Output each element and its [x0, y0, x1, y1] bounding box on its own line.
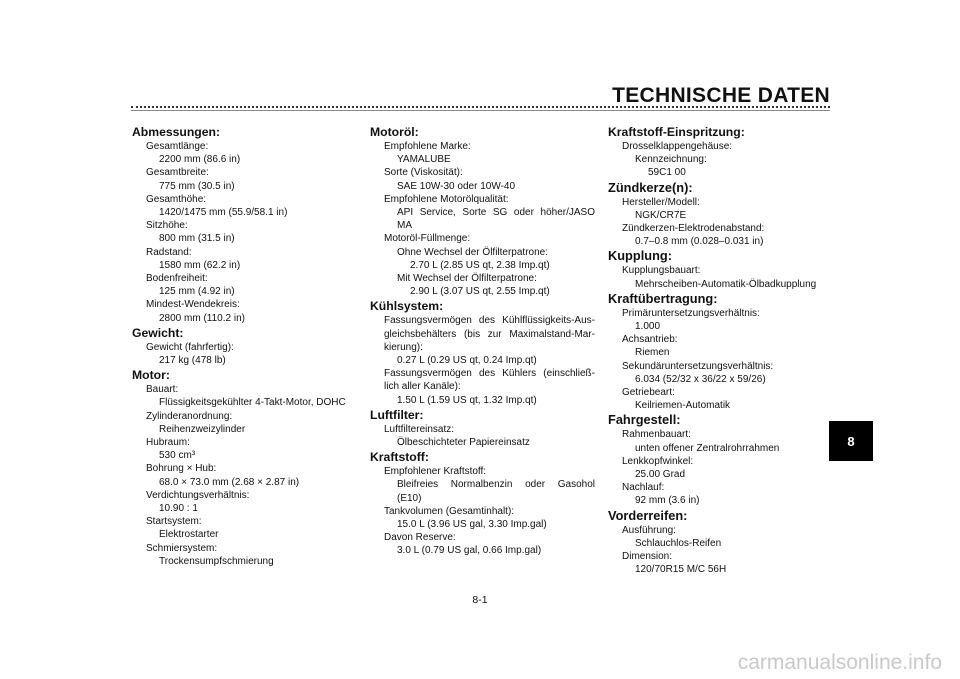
spec-line: 59C1 00 [648, 167, 686, 179]
spec-line: API Service, Sorte SG oder höher/JASO [397, 207, 595, 219]
spec-line: 68.0 × 73.0 mm (2.68 × 2.87 in) [159, 476, 300, 488]
spec-line: 1420/1475 mm (55.9/58.1 in) [159, 207, 288, 219]
spec-line: Achsantrieb: [622, 334, 678, 346]
spec-line: NGK/CR7E [635, 209, 687, 221]
spec-line: Bauart: [146, 384, 179, 396]
section-heading: Kraftübertragung: [608, 290, 718, 306]
spec-line: Bleifreies Normalbenzin oder Gasohol [397, 479, 595, 491]
section-heading: Kraftstoff: [370, 450, 429, 465]
spec-line: Flüssigkeitsgekühlter 4-Takt-Motor, DOHC [159, 397, 346, 409]
spec-line: kierung): [384, 341, 423, 353]
spec-line: 25.00 Grad [635, 469, 686, 481]
section-heading: Kraftstoff-Einspritzung: [608, 125, 745, 139]
chapter-tab-label: 8 [847, 433, 855, 449]
spec-line: 125 mm (4.92 in) [159, 286, 235, 298]
title-rule [131, 110, 830, 111]
spec-line: Gesamthöhe: [146, 193, 207, 205]
spec-line: Schmiersystem: [146, 542, 218, 554]
spec-line: Sitzhöhe: [146, 220, 188, 232]
spec-line: Hubraum: [146, 437, 190, 449]
section-heading: Motor: [132, 368, 170, 383]
spec-line: 0.27 L (0.29 US qt, 0.24 Imp.qt) [397, 355, 537, 367]
spec-line: Ohne Wechsel der Ölfilterpatrone: [397, 246, 549, 258]
spec-line: 92 mm (3.6 in) [635, 495, 700, 507]
spec-line: 3.0 L (0.79 US gal, 0.66 Imp.gal) [397, 545, 542, 557]
spec-line: 2.90 L (3.07 US qt, 2.55 Imp.qt) [410, 286, 550, 298]
spec-line: Tankvolumen (Gesamtinhalt): [384, 505, 515, 517]
page-title: TECHNISCHE DATEN [612, 84, 830, 107]
spec-line: lich aller Kanäle): [384, 381, 461, 393]
spec-line: 10.90 : 1 [159, 503, 198, 515]
spec-line: Kupplungsbauart: [622, 265, 701, 277]
spec-line: Radstand: [146, 246, 192, 258]
spec-line: Dimension: [622, 551, 673, 563]
spec-line: unten offener Zentralrohrrahmen [635, 442, 780, 454]
spec-line: Gesamtlänge: [146, 141, 209, 152]
spec-line: YAMALUBE [397, 154, 451, 166]
spec-line: 0.7–0.8 mm (0.028–0.031 in) [635, 236, 764, 248]
spec-column-1 [132, 124, 357, 568]
spec-column-2 [370, 124, 595, 558]
spec-line: Mit Wechsel der Ölfilterpatrone: [397, 273, 537, 285]
spec-line: 1580 mm (62.2 in) [159, 259, 241, 271]
section-heading: Fahrgestell: [608, 412, 681, 428]
spec-line: 217 kg (478 lb) [159, 355, 226, 367]
spec-line: 2.70 L (2.85 US qt, 2.38 Imp.qt) [410, 259, 550, 271]
spec-line: Lenkkopfwinkel: [622, 455, 694, 467]
spec-column-3 [608, 124, 833, 576]
spec-line: 6.034 (52/32 x 36/22 x 59/26) [635, 373, 766, 385]
spec-line: 15.0 L (3.96 US gal, 3.30 Imp.gal) [397, 519, 547, 531]
spec-line: Keilriemen-Automatik [635, 400, 731, 412]
spec-line: Davon Reserve: [384, 532, 456, 544]
spec-line: Primäruntersetzungsverhältnis: [622, 307, 760, 319]
section-heading: Vorderreifen: [608, 507, 688, 523]
spec-line: Gewicht (fahrfertig): [146, 341, 234, 353]
watermark: carmanualsonline.info [737, 651, 942, 674]
spec-line: 2800 mm (110.2 in) [159, 312, 245, 324]
spec-line: Drosselklappengehäuse: [622, 141, 733, 152]
spec-line: Kennzeichnung: [635, 154, 707, 166]
spec-line: 775 mm (30.5 in) [159, 180, 235, 192]
spec-line: gleichsbehälters (bis zur Maximalstand-Mar- [384, 328, 595, 340]
spec-line: 1.50 L (1.59 US qt, 1.32 Imp.qt) [397, 394, 537, 406]
spec-line: Ölbeschichteter Papiereinsatz [397, 437, 530, 449]
spec-line: Rahmenbauart: [622, 429, 691, 441]
section-heading: Kupplung: [608, 248, 672, 264]
spec-line: Fassungsvermögen des Kühlers (einschließ- [384, 368, 595, 380]
title-rule-dotted [131, 106, 830, 108]
page-number: 8-1 [472, 594, 488, 606]
spec-line: Schlauchlos-Reifen [635, 537, 722, 549]
spec-line: Empfohlener Kraftstoff: [384, 466, 487, 478]
section-heading: Zündkerze(n): [608, 179, 693, 195]
spec-line: Trockensumpfschmierung [159, 555, 274, 567]
spec-line: Motoröl-Füllmenge: [384, 233, 471, 245]
spec-line: Sorte (Viskosität): [384, 167, 463, 179]
spec-line: SAE 10W-30 oder 10W-40 [397, 180, 516, 192]
spec-line: Bodenfreiheit: [146, 273, 208, 285]
spec-line: Zylinderanordnung: [146, 410, 233, 422]
spec-line: Reihenzweizylinder [159, 423, 246, 435]
spec-line: 800 mm (31.5 in) [159, 233, 235, 245]
section-heading: Abmessungen: [132, 125, 221, 139]
spec-line: Zündkerzen-Elektrodenabstand: [622, 223, 765, 235]
spec-line: Sekundäruntersetzungsverhältnis: [622, 360, 774, 372]
spec-line: 120/70R15 M/C 56H [635, 564, 727, 576]
spec-line: Hersteller/Modell: [622, 196, 700, 208]
spec-line: Riemen [635, 347, 670, 359]
spec-line: Getriebeart: [622, 387, 675, 399]
chapter-tab[interactable] [829, 421, 873, 461]
spec-line: Elektrostarter [159, 529, 219, 541]
spec-line: Nachlauf: [622, 482, 665, 494]
spec-line: Fassungsvermögen des Kühlflüssigkeits-Aus- [384, 315, 595, 327]
spec-line: Empfohlene Motorölqualität: [384, 193, 509, 205]
spec-line: Gesamtbreite: [146, 167, 209, 179]
spec-line: Bohrung × Hub: [146, 463, 217, 475]
spec-line: MA [397, 220, 412, 232]
spec-line: 530 cm³ [159, 450, 196, 462]
spec-line: Empfohlene Marke: [384, 141, 471, 152]
section-heading: Motoröl: [370, 125, 419, 139]
spec-line: Mehrscheiben-Automatik-Ölbadkupplung [635, 278, 817, 290]
spec-line: Mindest-Wendekreis: [146, 299, 240, 311]
spec-line: Startsystem: [146, 516, 202, 528]
spec-line: Verdichtungsverhältnis: [146, 489, 250, 501]
section-heading: Kühlsystem: [370, 299, 444, 314]
spec-line: Luftfiltereinsatz: [384, 423, 455, 435]
spec-line: 1.000 [635, 321, 661, 333]
spec-line: Ausführung: [622, 524, 676, 536]
spec-line: (E10) [397, 492, 422, 504]
spec-line: 2200 mm (86.6 in) [159, 154, 241, 166]
section-heading: Gewicht: [132, 325, 184, 340]
section-heading: Luftfilter: [370, 407, 424, 422]
